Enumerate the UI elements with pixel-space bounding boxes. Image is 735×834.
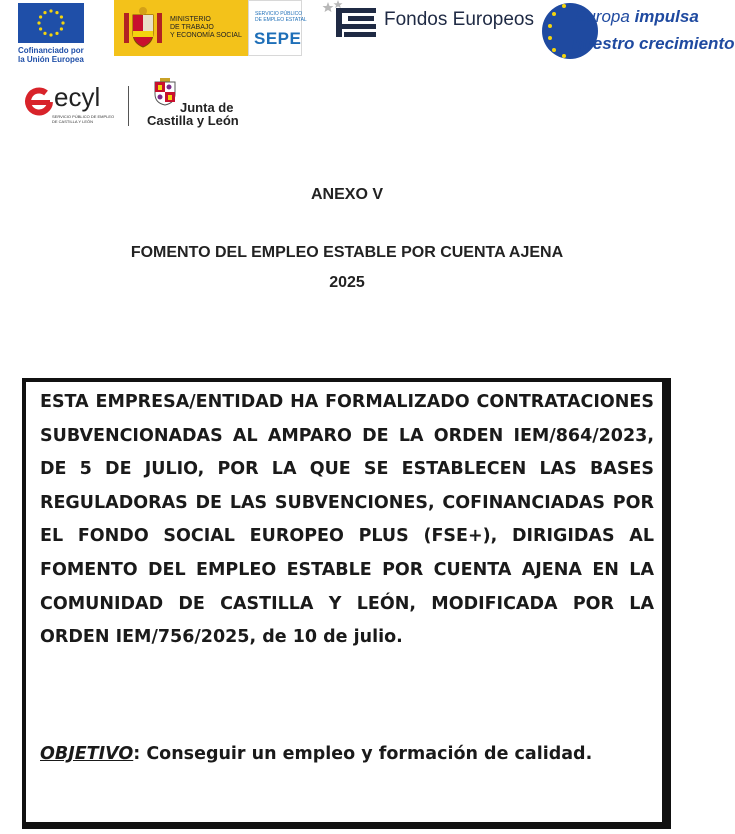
logo-divider (128, 86, 129, 126)
objective-label: OBJETIVO (40, 744, 134, 764)
ecyl-subtitle (52, 114, 114, 124)
sepe-name: SEPE (254, 29, 302, 48)
sepe-subtitle-line1: SERVICIO PÚBLICO (255, 11, 303, 17)
ministry-line2: DE TRABAJO (170, 24, 214, 31)
castilla-leon-coat-of-arms-icon (152, 76, 178, 106)
fondos-europeos-icon (322, 0, 380, 40)
ministry-logo (114, 0, 248, 56)
sepe-subtitle (255, 11, 307, 23)
sepe-logo (248, 0, 307, 56)
europa-word: Europa (575, 7, 630, 26)
ecyl-subtitle-line1: SERVICIO PÚBLICO DE EMPLEO (52, 114, 115, 119)
fondos-europeos-label: Fondos Europeos (384, 9, 534, 30)
ministry-name (170, 16, 242, 40)
sepe-subtitle-line2: DE EMPLEO ESTATAL (255, 17, 307, 23)
europa-impulsa-line1 (575, 7, 699, 27)
spain-coat-of-arms-icon (122, 5, 164, 51)
eu-caption-line1: Cofinanciado por (18, 46, 84, 55)
junta-name-line1: Junta de (180, 100, 234, 115)
ecyl-e-icon (24, 87, 54, 117)
ministry-line3: Y ECONOMÍA SOCIAL (170, 32, 242, 39)
notice-text: ESTA EMPRESA/ENTIDAD HA FORMALIZADO CONTRATACIONES SUBVENCIONADAS AL AMPARO DE LA ORDEN IEM/864/2023, DE 5 DE JULIO, POR LA QUE SE ESTABLECEN LAS BASES REGULADORAS DE LAS SUBVENCIONES, COFINANCIADAS POR EL FONDO SOCIAL EUROPEO PLUS (FSE+), DIRIGIDAS AL FOMENTO DEL EMPLEO ESTABLE POR CUENTA AJENA EN LA COMUNIDAD DE CASTILLA Y LEÓN, MODIFICADA POR LA ORDEN IEM/756/2025, de 10 de julio. (40, 392, 654, 648)
impulsa-word: impulsa (634, 7, 699, 26)
ecyl-name: ecyl (54, 82, 101, 112)
objective-line (40, 744, 654, 764)
eu-caption-line2: la Unión Europea (18, 55, 84, 64)
eu-caption (18, 46, 90, 64)
program-year: 2025 (329, 274, 365, 291)
annex-title: ANEXO V (310, 186, 383, 203)
europa-impulsa-line2: nuestro crecimiento (572, 34, 735, 53)
eu-flag-icon (18, 3, 84, 43)
junta-name-line2: Castilla y León (147, 113, 239, 128)
program-title: FOMENTO DEL EMPLEO ESTABLE POR CUENTA AJENA (130, 244, 564, 261)
ministry-line1: MINISTERIO (170, 16, 211, 23)
objective-text: : Conseguir un empleo y formación de calidad. (133, 744, 593, 764)
eu-cofinanced-logo (18, 3, 90, 64)
ecyl-subtitle-line2: DE CASTILLA Y LEÓN (52, 119, 93, 124)
notice-box (22, 378, 671, 829)
